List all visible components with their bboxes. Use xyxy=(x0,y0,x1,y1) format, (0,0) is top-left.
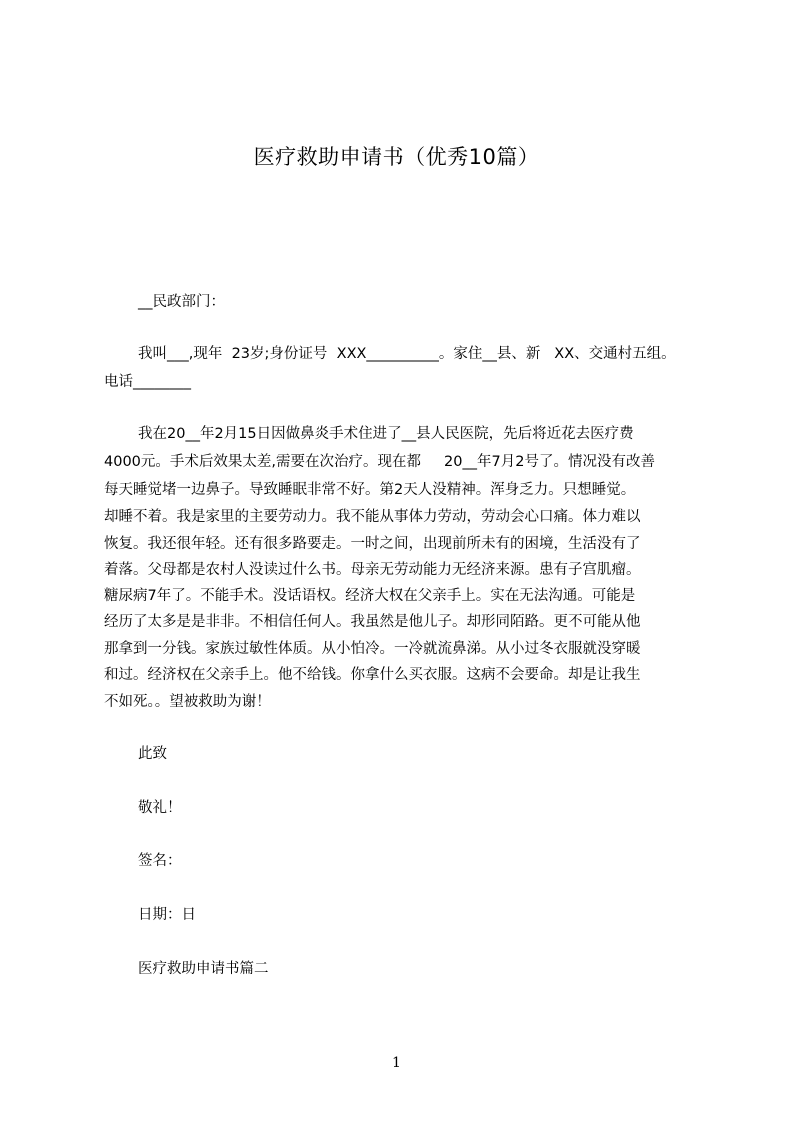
next-section-title: 医疗救助申请书篇二 xyxy=(138,961,269,977)
body-line: 恢复。我还很年轻。还有很多路要走。一时之间，出现前所未有的困境，生活没有了 xyxy=(104,536,641,552)
body-line: 不如死。。望被救助为谢！ xyxy=(104,694,271,710)
intro-line: 我叫___,现年 23岁;身份证号 XXX__________。家住__县、新 XX、交通村五组。 xyxy=(138,346,676,362)
document-title: 医疗救助申请书（优秀10篇） xyxy=(253,145,540,169)
body-line: 我在20__年2月15日因做鼻炎手术住进了__县人民医院，先后将近花去医疗费 xyxy=(138,426,634,442)
closing: 此致 xyxy=(138,746,167,762)
body-line: 每天睡觉堵一边鼻子。导致睡眠非常不好。第2天人没精神。浑身乏力。只想睡觉。 xyxy=(104,482,636,498)
intro-line: 电话________ xyxy=(104,374,191,390)
body-line: 着落。父母都是农村人没读过什么书。母亲无劳动能力无经济来源。患有子宫肌瘤。 xyxy=(104,562,641,578)
body-line: 却睡不着。我是家里的主要劳动力。我不能从事体力劳动，劳动会心口痛。体力难以 xyxy=(104,509,641,525)
regards: 敬礼！ xyxy=(138,800,182,816)
body-line: 那拿到一分钱。家族过敏性体质。从小怕冷。一冷就流鼻涕。从小过冬衣服就没穿暖 xyxy=(104,641,641,657)
body-line: 糖尿病7年了。不能手术。没话语权。经济大权在父亲手上。实在无法沟通。可能是 xyxy=(104,588,636,604)
salutation: __民政部门： xyxy=(138,294,225,310)
signature-label: 签名： xyxy=(138,853,182,869)
body-line: 和过。经济权在父亲手上。他不给钱。你拿什么买衣服。这病不会要命。却是让我生 xyxy=(104,667,641,683)
page-number: 1 xyxy=(392,1055,401,1071)
date-label: 日期：日 xyxy=(138,907,196,923)
body-line: 经历了太多是是非非。不相信任何人。我虽然是他儿子。却形同陌路。更不可能从他 xyxy=(104,614,641,630)
body-line: 4000元。手术后效果太差,需要在次治疗。现在都 20__年7月2号了。情况没有改善 xyxy=(104,454,655,470)
